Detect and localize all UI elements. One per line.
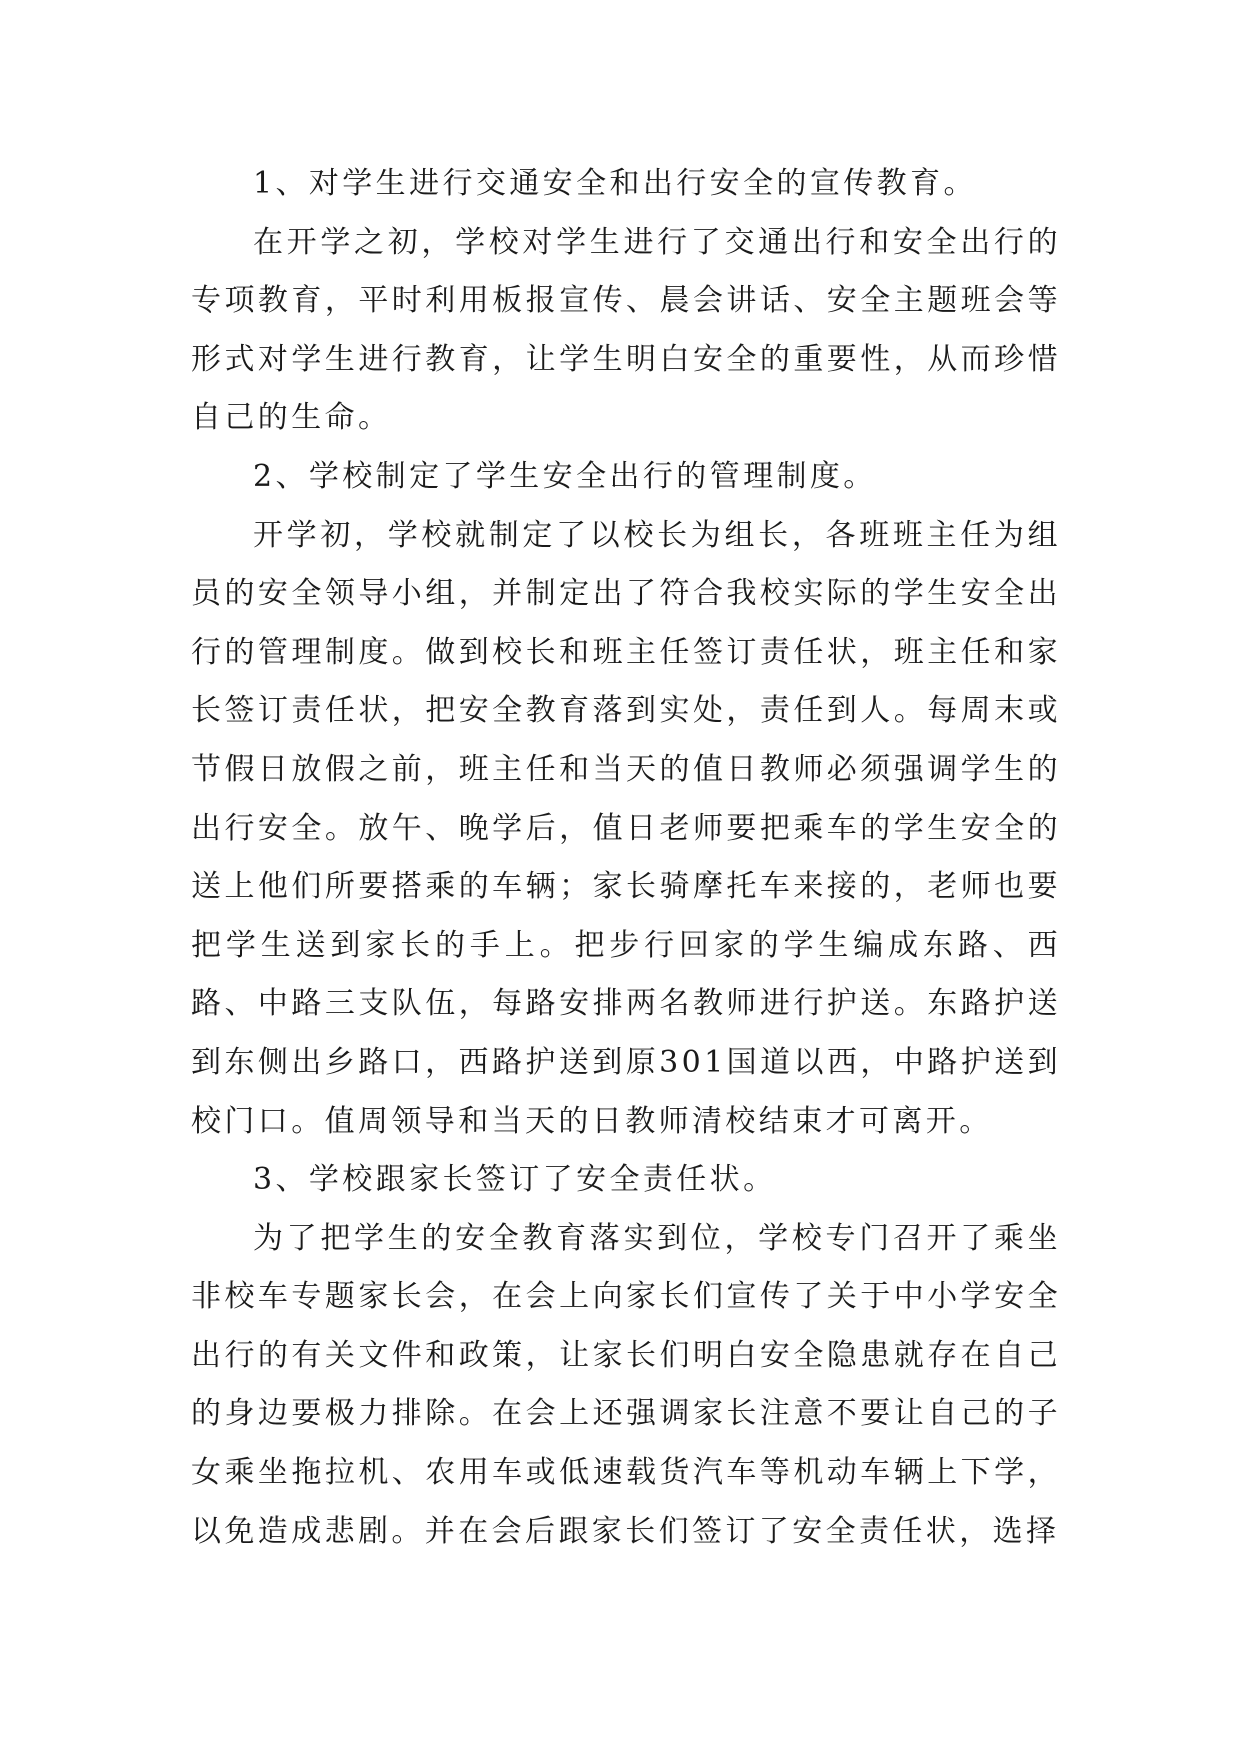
paragraph: 开学初，学校就制定了以校长为组长，各班班主任为组员的安全领导小组，并制定出了符合我校实际的学生安全出行的管理制度。做到校长和班主任签订责任状，班主任和家长签订责任状，把安全教育落到实处，责任到人。每周末或节假日放假之前，班主任和当天的值日教师必须强调学生的出行安全。放午、晚学后，值日老师要把乘车的学生安全的送上他们所要搭乘的车辆；家长骑摩托车来接的，老师也要把学生送到家长的手上。把步行回家的学生编成东路、西路、中路三支队伍，每路安排两名教师进行护送。东路护送到东侧出乡路口，西路护送到原301国道以西，中路护送到校门口。值周领导和当天的日教师清校结束才可离开。 (191, 517, 1061, 1139)
paragraph: 在开学之初，学校对学生进行了交通出行和安全出行的专项教育，平时利用板报宣传、晨会讲话、安全主题班会等形式对学生进行教育，让学生明白安全的重要性，从而珍惜自己的生命。 (191, 224, 1061, 436)
section-heading-1: 1、对学生进行交通安全和出行安全的宣传教育。 (253, 166, 977, 201)
document-body (191, 155, 1061, 1561)
section-heading-3: 3、学校跟家长签订了安全责任状。 (253, 1162, 777, 1198)
section-heading-2: 2、学校制定了学生安全出行的管理制度。 (253, 458, 877, 494)
paragraph: 为了把学生的安全教育落实到位，学校专门召开了乘坐非校车专题家长会，在会上向家长们宣传了关于中小学安全出行的有关文件和政策，让家长们明白安全隐患就存在自己的身边要极力排除。在会上还强调家长注意不要让自己的子女乘坐拖拉机、农用车或低速载货汽车等机动车辆上下学，以免造成悲剧。并在会后跟家长们签订了安全责任状，选择 (191, 1220, 1061, 1549)
